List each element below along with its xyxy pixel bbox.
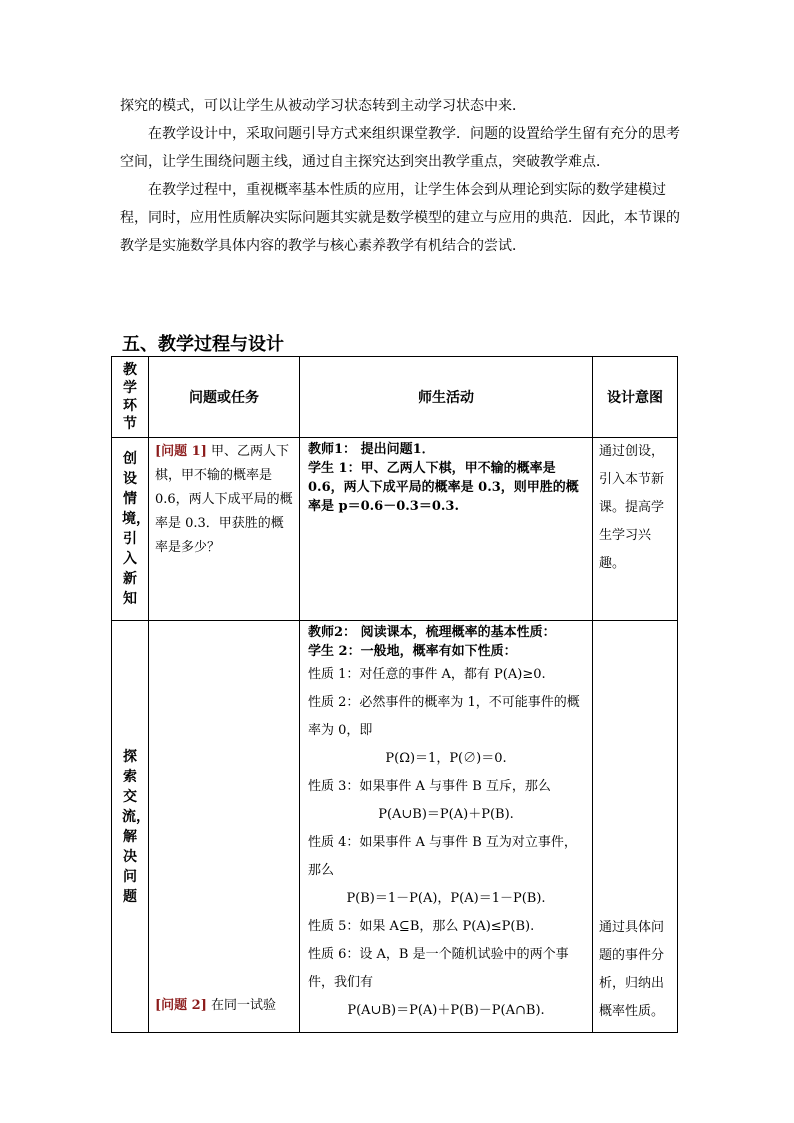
teaching-process-table [111,356,678,1033]
activity-line: 学生 1：甲、乙两人下棋，甲不输的概率是 0.6，两人下成平局的概率是 0.3，则甲胜的概率是 p＝0.6－0.3＝0.3. [308,461,579,514]
intent-cell: 通过创设，引入本节新课。提高学生学习兴趣。 [593,438,678,621]
formula-line: P(B)＝1－P(A)，P(A)＝1－P(B). [346,891,546,906]
stage-cell [112,438,149,621]
intent-cell: 通过具体问题的事件分析，归纳出概率性质。 [593,621,678,1033]
question-tag: [问题 1] [155,444,207,459]
table-row [112,438,678,621]
table-row [112,621,678,1033]
header-stage: 教学环节 [112,357,149,438]
question-tag: [问题 2] [155,998,207,1013]
table-header-row [112,357,678,438]
formula-line: P(A∪B)＝P(A)＋P(B)－P(A∩B). [347,1003,545,1018]
activity-cell [300,621,593,1033]
question-text: 在同一试验 [206,998,277,1013]
header-task: 问题或任务 [149,357,300,438]
formula-line: P(Ω)＝1，P(∅)＝0. [385,751,507,766]
task-cell [149,438,300,621]
property-line: 性质 2：必然事件的概率为 1，不可能事件的概率为 0，即 [308,695,580,738]
activity-heading: 教师2： 阅读课本，梳理概率的基本性质： [308,625,556,640]
property-line: 性质 6：设 A，B 是一个随机试验中的两个事件，我们有 [308,947,569,990]
stage-cell [112,621,149,1033]
property-line: 性质 5：如果 A⊆B，那么 P(A)≤P(B). [308,919,535,934]
task-cell [149,621,300,1033]
property-line: 性质 4：如果事件 A 与事件 B 互为对立事件，那么 [308,835,577,878]
formula-line: P(A∪B)＝P(A)＋P(B). [378,807,514,822]
section-title: 五、教学过程与设计 [122,334,284,355]
activity-cell [300,438,593,621]
property-list [308,661,584,1025]
activity-heading: 学生 2：一般地，概率有如下性质： [308,644,517,659]
property-line: 性质 3：如果事件 A 与事件 B 互斥，那么 [308,779,551,794]
header-activity: 师生活动 [300,357,593,438]
paragraph-2: 在教学设计中，采取问题引导方式来组织课堂教学．问题的设置给学生留有充分的思考空间，让学生围绕问题主线，通过自主探究达到突出教学重点，突破教学难点． [120,126,680,170]
activity-line: 教师1： 提出问题1． [308,442,435,457]
stage-label: 创设情境，引入新知 [122,451,150,607]
header-intent: 设计意图 [593,357,678,438]
paragraph-1: 探究的模式，可以让学生从被动学习状态转到主动学习状态中来． [120,98,526,114]
question-text: 甲、乙两人下棋，甲不输的概率是 0.6，两人下成平局的概率是 0.3．甲获胜的概率是多少？ [155,444,293,555]
paragraph-3: 在教学过程中，重视概率基本性质的应用，让学生体会到从理论到实际的数学建模过程，同时，应用性质解决实际问题其实就是数学模型的建立与应用的典范．因此，本节课的教学是实施数学具体内容的教学与核心素养教学有机结合的尝试． [120,182,680,254]
stage-label: 探索交流，解决问题 [122,748,150,905]
property-line: 性质 1：对任意的事件 A，都有 P(A)≥0. [308,667,546,682]
